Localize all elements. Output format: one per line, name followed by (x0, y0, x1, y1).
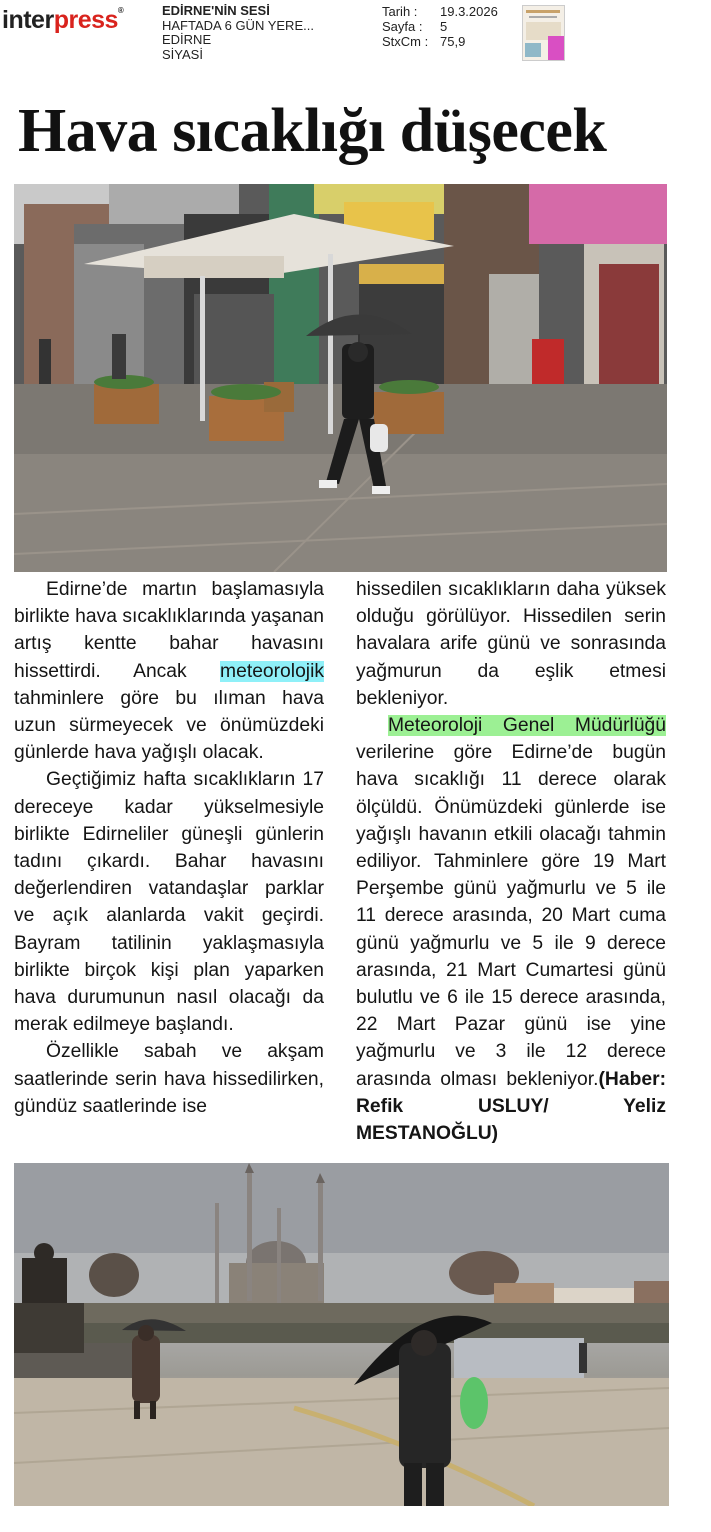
page-label: Sayfa : (382, 19, 423, 34)
size-value: 75,9 (440, 34, 466, 49)
mosque-square-photo (14, 1163, 669, 1506)
article-column-2 (356, 576, 666, 1147)
date-row (382, 4, 498, 19)
size-row (382, 34, 498, 49)
page-row (382, 19, 498, 34)
page-value: 5 (440, 19, 448, 34)
clipping-info (382, 4, 498, 49)
date-label: Tarih : (382, 4, 418, 19)
paragraph-text: Edirne’de martın başlamasıyla birlikte hava sıcaklıklarında yaşanan artış kentte bahar havasını hissettirdi. Ancak (14, 579, 324, 682)
paragraph-text: tahminlere göre bu ılıman hava uzun sürmeyecek ve önümüzdeki günlerde hava yağışlı olacak. (14, 687, 324, 764)
publication-frequency: HAFTADA 6 GÜN YERE... (162, 17, 314, 33)
page-thumbnail[interactable] (522, 5, 565, 61)
article-headline: Hava sıcaklığı düşecek (18, 97, 607, 165)
publication-category: SİYASİ (162, 46, 203, 62)
publication-name: EDİRNE'NİN SESİ (162, 3, 270, 18)
interpress-logo (2, 6, 123, 35)
paragraph-text: verilerine göre Edirne’de bugün hava sıcaklığı 11 derece olarak ölçüldü. Önümüzdeki günlerde ise yağışlı havanın etkili olacağı tahmin ediliyor. Tahminlere göre 19 Mart Perşembe günü yağmurlu ve 5 ile 11 derece arasında, 20 Mart cuma günü yağmurlu ve 5 ile 9 derece arasında, 21 Mart Cumartesi günü bulutlu ve 6 ile 15 derece arasında, 22 Mart Pazar günü ise yine yağmurlu ve 3 ile 12 derece arasında olması bekleniyor. (356, 742, 666, 1090)
article-paragraph: Geçtiğimiz hafta sıcaklıkların 17 dereceye kadar yükselmesiyle birlikte Edirneliler güneşli günlerin tadını çıkardı. Bahar havasını değerlendiren vatandaşlar parklar ve açık alanlarda vakit geçirdi. Bayram tatilinin yaklaşmasıyla birlikte birçok kişi plan yaparken hava durumunun nasıl olacağı da merak edilmeye başlandı. (14, 769, 324, 1036)
highlighted-keyword: Meteoroloji Genel Müdürlüğü (388, 715, 666, 737)
street-rain-photo (14, 184, 667, 572)
logo-accent: press (53, 6, 118, 34)
date-value: 19.3.2026 (440, 4, 498, 19)
logo-registered-mark: ® (117, 6, 124, 15)
article-paragraph (356, 712, 666, 1147)
highlighted-keyword: meteorolojik (220, 660, 324, 682)
logo-main: inter (2, 6, 54, 34)
article-paragraph (14, 576, 324, 766)
size-label: StxCm : (382, 34, 429, 49)
article-byline: (Haber: Refik USLUY/ Yeliz MESTANOĞLU) (356, 1068, 666, 1145)
article-paragraph: Özellikle sabah ve akşam saatlerinde serin hava hissedilirken, gündüz saatlerinde ise (14, 1041, 324, 1117)
article-column-1 (14, 576, 324, 1120)
publication-city: EDİRNE (162, 32, 212, 47)
article-paragraph: hissedilen sıcaklıkların daha yüksek olduğu görülüyor. Hissedilen serin havalara arife günü ve sonrasında yağmurun da eşlik etmesi bekleniyor. (356, 579, 666, 709)
publication-info (162, 4, 314, 62)
